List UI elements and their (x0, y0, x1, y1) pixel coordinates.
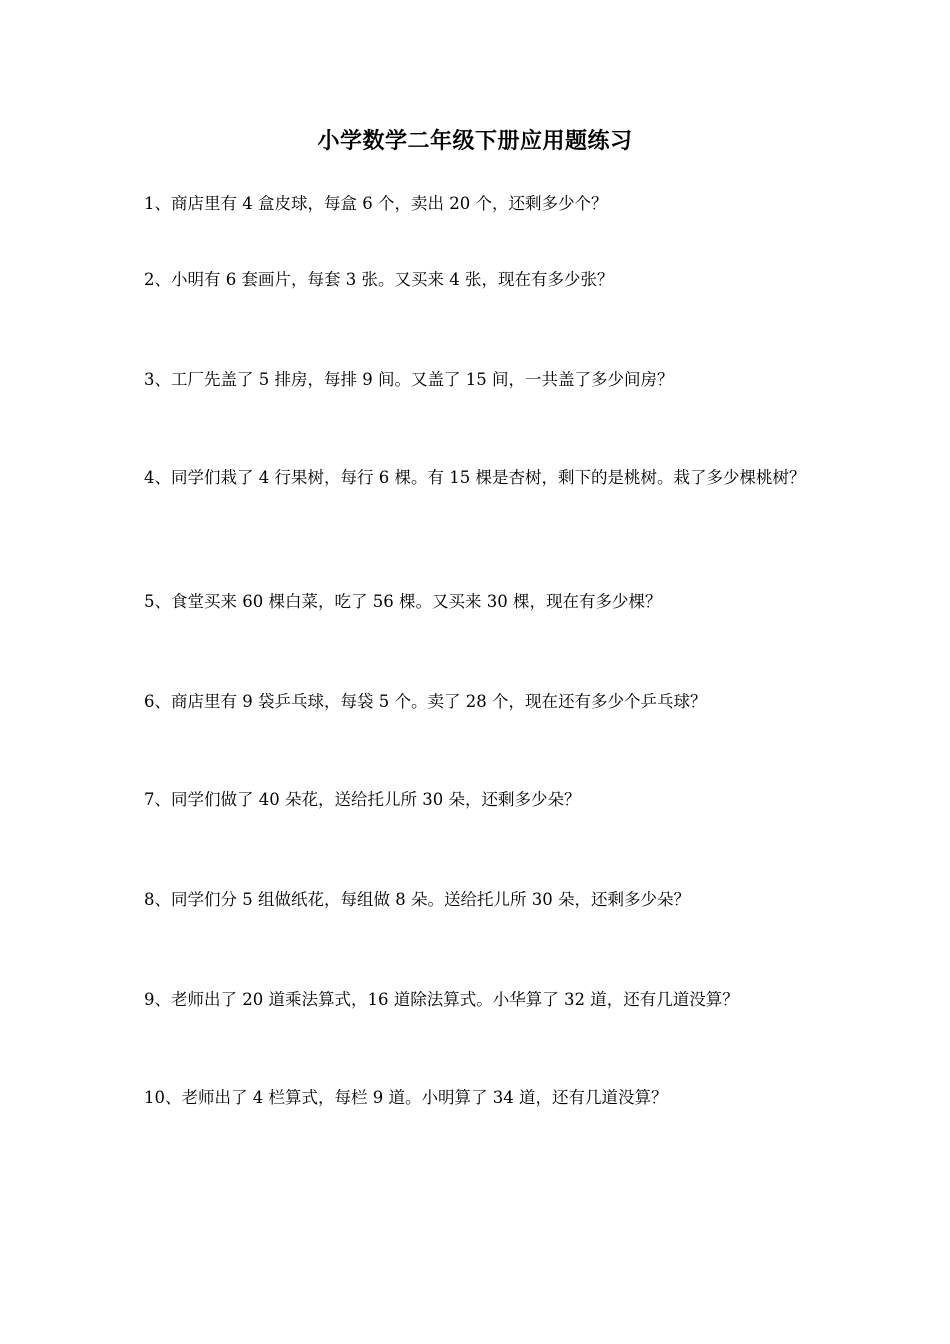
question-9: 9、老师出了 20 道乘法算式，16 道除法算式。小华算了 32 道，还有几道没算？ (144, 990, 739, 1009)
question-2: 2、小明有 6 套画片，每套 3 张。又买来 4 张，现在有多少张？ (144, 270, 614, 289)
question-3: 3、工厂先盖了 5 排房，每排 9 间。又盖了 15 间，一共盖了多少间房？ (144, 370, 674, 389)
question-10: 10、老师出了 4 栏算式，每栏 9 道。小明算了 34 道，还有几道没算？ (144, 1088, 668, 1107)
question-5: 5、食堂买来 60 棵白菜，吃了 56 棵。又买来 30 棵，现在有多少棵？ (144, 592, 662, 611)
question-1: 1、商店里有 4 盒皮球，每盒 6 个，卖出 20 个，还剩多少个？ (144, 194, 608, 213)
question-7: 7、同学们做了 40 朵花，送给托儿所 30 朵，还剩多少朵？ (144, 790, 581, 809)
question-4: 4、同学们栽了 4 行果树，每行 6 棵。有 15 棵是杏树，剩下的是桃树。栽了多少棵桃树？ (144, 468, 806, 487)
question-8: 8、同学们分 5 组做纸花，每组做 8 朵。送给托儿所 30 朵，还剩多少朵？ (144, 890, 690, 909)
page-title: 小学数学二年级下册应用题练习 (317, 128, 633, 154)
question-6: 6、商店里有 9 袋乒乓球，每袋 5 个。卖了 28 个，现在还有多少个乒乓球？ (144, 692, 707, 711)
